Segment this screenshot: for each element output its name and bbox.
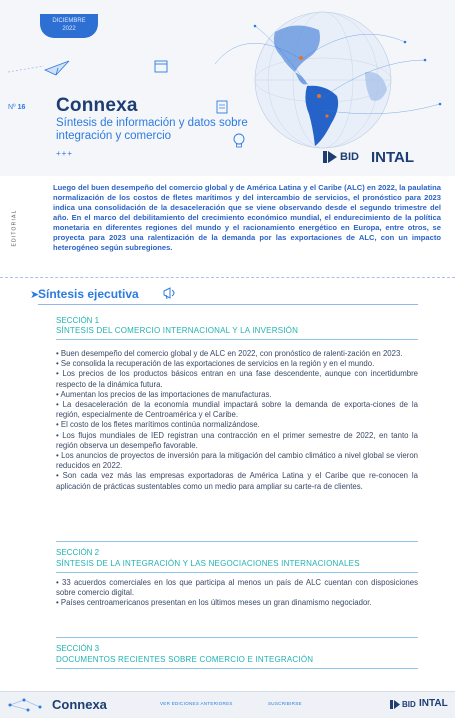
section-divider	[0, 277, 455, 278]
section-2-topline	[56, 541, 418, 542]
section-1-label: SECCIÓN 1	[56, 316, 100, 325]
bid-mark-icon	[390, 700, 400, 709]
list-item: • Países centroamericanos presentan en los últimos meses un gran dinamismo negociador.	[56, 598, 372, 608]
intal-logo: INTAL	[371, 149, 415, 166]
date-badge	[40, 14, 98, 38]
footer-brand: Connexa	[52, 697, 107, 712]
previous-editions-link[interactable]: VER EDICIONES ANTERIORES	[160, 701, 233, 706]
list-item: • Son cada vez más las empresas exportadoras de América Latina y el Caribe que re-conocen la aplicación de prácticas sustentables como un medio para ampliar su carte-ra de clientes.	[56, 471, 418, 491]
editorial-label-text: EDITORIAL	[11, 209, 18, 247]
calendar-icon	[154, 59, 168, 73]
dash-trail-icon	[8, 64, 46, 74]
section-3-underline	[56, 668, 418, 669]
footer-bid-text: BID	[402, 700, 416, 709]
subscribe-link[interactable]: SUSCRIBIRSE	[268, 701, 302, 706]
editorial-label	[11, 200, 26, 260]
editorial-text: Luego del buen desempeño del comercio global y de América Latina y el Caribe (ALC) en 2022, la paulatina normalización de los costos de fletes marítimos y del intercambio de servicios, el pronóstico para 2023 indica una consolidación de la desaceleración que se viene observando desde el segundo trimestre del año. En el marco del debilitamiento del crecimiento económico mundial, el endurecimiento de la política monetaria en diferentes regiones del mundo y el racionamiento energético en Europa, entre otros, se proyecta para 2023 una ralentización de la demanda por las exportaciones de ALC, con un impacto heterogéneo según subregiones.	[53, 183, 441, 252]
list-item: • Se consolida la recuperación de las exportaciones de servicios en la región y en el mundo.	[56, 359, 375, 369]
section-3-topline	[56, 637, 418, 638]
section-2-underline	[56, 572, 418, 573]
issue-number-value: 16	[17, 104, 26, 111]
bid-logo	[323, 151, 359, 163]
list-item: • Los flujos mundiales de IED registran una contracción en el primer semestre de 2022, en tanto la región observa un desempeño favorable.	[56, 430, 418, 450]
issue-number	[8, 104, 25, 111]
date-month: DICIEMBRE	[52, 18, 86, 24]
plus-decoration: +++	[56, 149, 74, 158]
chevron-right-icon: ➤	[30, 289, 40, 301]
section-1-list	[56, 349, 418, 492]
list-item: • Los precios de los productos básicos entran en una fase descendente, aunque con incertidumbre respecto de la dinámica futura.	[56, 369, 418, 389]
footer-bid-logo	[390, 700, 416, 709]
header-banner	[0, 0, 455, 176]
list-item: • Buen desempeño del comercio global y de ALC en 2022, con pronóstico de ralenti-zación en 2023.	[56, 349, 403, 358]
section-1-underline	[56, 339, 418, 340]
date-year: 2022	[62, 26, 76, 32]
list-item: • La desaceleración de la economía mundial impactará sobre la demanda de exporta-ciones de la región, especialmente de Centroamérica y el Caribe.	[56, 400, 418, 420]
executive-summary-title: Síntesis ejecutiva	[38, 287, 139, 301]
section-3-title: DOCUMENTOS RECIENTES SOBRE COMERCIO E INTEGRACIÓN	[56, 655, 314, 664]
section-3-label: SECCIÓN 3	[56, 644, 100, 653]
section-2-list	[56, 578, 418, 609]
section-1-title: SÍNTESIS DEL COMERCIO INTERNACIONAL Y LA INVERSIÓN	[56, 326, 299, 335]
brand-subtitle: Síntesis de información y datos sobre integración y comercio	[56, 117, 248, 142]
footer-intal-logo: INTAL	[419, 698, 448, 709]
section-2-title: SÍNTESIS DE LA INTEGRACIÓN Y LAS NEGOCIACIONES INTERNACIONALES	[56, 559, 360, 568]
footer-bar	[0, 691, 455, 718]
paper-plane-icon	[44, 60, 70, 76]
issue-number-label: Nº	[8, 104, 16, 111]
section-2-label: SECCIÓN 2	[56, 548, 100, 557]
list-item: • Los anuncios de proyectos de inversión para la mitigación del cambio climático a nivel global se vieron reducidos en 2022.	[56, 451, 418, 471]
list-item: • Aumentan los precios de las importaciones de manufacturas.	[56, 389, 272, 399]
list-item: • 33 acuerdos comerciales en los que participa al menos un país de ALC cuentan con disposiciones sobre comercio digital.	[56, 578, 418, 598]
megaphone-icon	[162, 286, 178, 300]
bid-mark-icon	[323, 151, 337, 163]
executive-summary-underline	[38, 304, 418, 305]
brand-title: Connexa	[56, 95, 138, 116]
list-item: • El costo de los fletes marítimos continúa normalizándose.	[56, 420, 260, 430]
network-icon	[6, 697, 46, 713]
bid-text: BID	[340, 151, 359, 163]
